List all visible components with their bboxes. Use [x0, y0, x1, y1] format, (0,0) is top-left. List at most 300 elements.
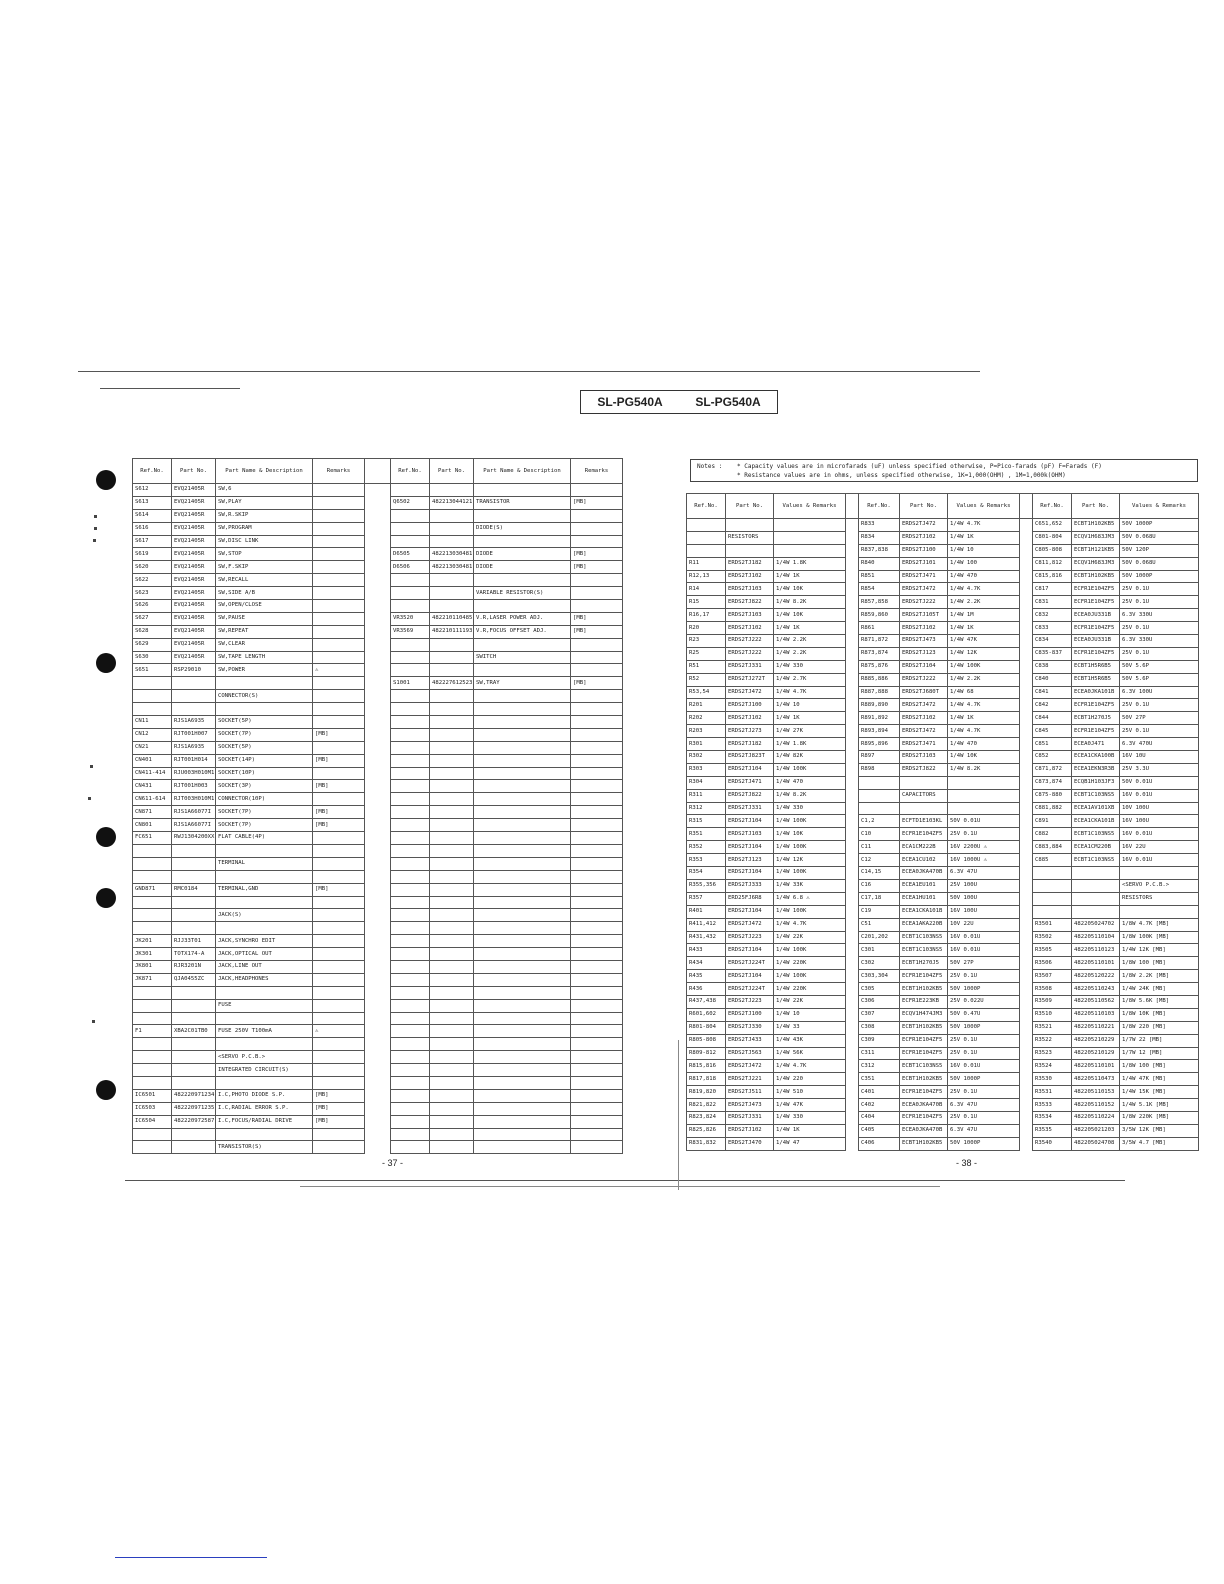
part-no: ECBT1C103NS5 [900, 931, 948, 944]
empty-cell [571, 1038, 623, 1051]
empty-cell [430, 741, 474, 754]
empty-cell [391, 999, 430, 1012]
empty-cell [474, 767, 571, 780]
values: 1/4W 43K [774, 1034, 846, 1047]
part-no: EVQ21405R [172, 535, 216, 548]
part-name: FLAT CABLE(4P) [216, 832, 313, 845]
remarks: [MB] [313, 728, 365, 741]
part-no: ERDS2TJ472 [726, 918, 774, 931]
col-remarks: Remarks [313, 459, 365, 484]
remarks [313, 703, 365, 716]
table-row [133, 870, 623, 883]
table-row [133, 703, 623, 716]
table-row [687, 635, 1199, 648]
empty-cell [571, 948, 623, 961]
part-no: ECEA0JU331B [1072, 635, 1120, 648]
ref-no: R861 [859, 622, 900, 635]
part-name [216, 677, 313, 690]
part-no [430, 574, 474, 587]
remarks: [MB] [571, 625, 623, 638]
part-name: INTEGRATED CIRCUIT(S) [216, 1064, 313, 1077]
values: 1/4W 470 [774, 776, 846, 789]
column-gap [365, 1089, 391, 1102]
values: 1/4W 10K [774, 583, 846, 596]
values: 6.3V 100U [1120, 686, 1199, 699]
part-name: SW,STOP [216, 548, 313, 561]
table-row [133, 600, 623, 613]
values: 1/4W 100K [774, 815, 846, 828]
column-gap [846, 1086, 859, 1099]
column-gap [1020, 867, 1033, 880]
empty-cell [474, 754, 571, 767]
column-gap [365, 561, 391, 574]
table-row [133, 1089, 623, 1102]
empty-cell [474, 948, 571, 961]
empty-cell [430, 896, 474, 909]
values: 1/4W 33K [774, 879, 846, 892]
empty-cell [571, 883, 623, 896]
ref-no [391, 574, 430, 587]
ref-no: S628 [133, 625, 172, 638]
ref-no: C841 [1033, 686, 1072, 699]
remarks [313, 677, 365, 690]
column-gap [846, 1047, 859, 1060]
remarks [313, 999, 365, 1012]
column-gap [846, 583, 859, 596]
margin-mark [88, 797, 91, 800]
column-gap [1020, 557, 1033, 570]
table-row [133, 948, 623, 961]
part-no: ERDS2TJ822 [726, 789, 774, 802]
empty-cell [474, 986, 571, 999]
ref-no: S630 [133, 651, 172, 664]
part-no: 482205110473 [1072, 1073, 1120, 1086]
table-row [687, 1124, 1199, 1137]
part-no: ERDS2TJ471 [726, 776, 774, 789]
ref-no: C14,15 [859, 867, 900, 880]
values: 1/4W 100K [948, 660, 1020, 673]
values: 1/4W 8.2K [774, 789, 846, 802]
empty-cell [391, 703, 430, 716]
table-row [133, 716, 623, 729]
ref-no: R809-812 [687, 1047, 726, 1060]
ref-no: R354 [687, 867, 726, 880]
table-row [133, 625, 623, 638]
ref-no: R201 [687, 699, 726, 712]
part-no: ERDS2TJ222 [726, 635, 774, 648]
part-no [430, 638, 474, 651]
part-no: ERDS2TJ103 [726, 828, 774, 841]
empty-cell [474, 1076, 571, 1089]
column-gap [846, 854, 859, 867]
values: 1/4W 33 [774, 1021, 846, 1034]
part-no: ERDS2TJ101 [900, 557, 948, 570]
part-name [216, 922, 313, 935]
values: 16V 0.01U [948, 1060, 1020, 1073]
column-gap [1020, 854, 1033, 867]
empty-cell [430, 883, 474, 896]
table-row [687, 583, 1199, 596]
empty-cell [474, 844, 571, 857]
remarks: [MB] [313, 754, 365, 767]
ref-no [133, 703, 172, 716]
values: 16V 0.01U [1120, 854, 1199, 867]
part-no [172, 703, 216, 716]
part-no: ECBT1H102KB5 [900, 983, 948, 996]
empty-cell [391, 960, 430, 973]
values: 1/4W 47 [774, 1137, 846, 1150]
part-no [726, 519, 774, 532]
column-gap [846, 635, 859, 648]
empty-cell [571, 909, 623, 922]
part-no: ERDS2TJ104 [726, 905, 774, 918]
part-no: ECFR1E104ZF5 [1072, 622, 1120, 635]
ref-no: R857,858 [859, 596, 900, 609]
values: 1/4W 220K [774, 957, 846, 970]
part-no: ERDS2TJ224T [726, 957, 774, 970]
values: 6.3V 330U [1120, 609, 1199, 622]
part-no: ERDS2TJ331 [726, 1111, 774, 1124]
values: 50V 100U [948, 892, 1020, 905]
column-gap [365, 806, 391, 819]
ref-no: C840 [1033, 673, 1072, 686]
part-no: 482205024708 [1072, 1137, 1120, 1150]
table-row [133, 986, 623, 999]
empty-cell [474, 1051, 571, 1064]
part-no [172, 870, 216, 883]
part-no: ECEA1HU101 [900, 892, 948, 905]
values: 25V 0.1U [1120, 699, 1199, 712]
values: 1/4W 100K [774, 763, 846, 776]
empty-cell [430, 819, 474, 832]
empty-cell [474, 1038, 571, 1051]
values: 1/4W 56K [774, 1047, 846, 1060]
ref-no: CN871 [133, 806, 172, 819]
column-gap [365, 522, 391, 535]
table-row [133, 1102, 623, 1115]
part-name: I.C,RADIAL ERROR S.P. [216, 1102, 313, 1115]
table-row [687, 712, 1199, 725]
ref-no: R889,890 [859, 699, 900, 712]
column-gap [365, 1115, 391, 1128]
column-gap [1020, 1060, 1033, 1073]
table-row [133, 1038, 623, 1051]
values [948, 776, 1020, 789]
empty-cell [474, 1064, 571, 1077]
ref-no: R3524 [1033, 1060, 1072, 1073]
remarks: [MB] [571, 677, 623, 690]
empty-cell [571, 1025, 623, 1038]
column-gap [846, 1034, 859, 1047]
part-name: SW,POWER [216, 664, 313, 677]
table-row [133, 1025, 623, 1038]
part-name [216, 1038, 313, 1051]
values: 1/8W 100K [MB] [1120, 931, 1199, 944]
ref-no: C834 [1033, 635, 1072, 648]
empty-cell [474, 960, 571, 973]
values: 1/4W 8.2K [774, 596, 846, 609]
ref-no: R825,826 [687, 1124, 726, 1137]
ref-no: C311 [859, 1047, 900, 1060]
part-no: ERDS2TJ470 [726, 1137, 774, 1150]
values: 1/4W 4.7K [948, 699, 1020, 712]
part-no: ECBT1C103NS5 [1072, 828, 1120, 841]
column-gap [365, 1064, 391, 1077]
ref-no: R3535 [1033, 1124, 1072, 1137]
ref-no: R303 [687, 763, 726, 776]
margin-mark [94, 515, 97, 518]
empty-cell [391, 819, 430, 832]
column-gap [365, 484, 391, 497]
table-row [133, 1076, 623, 1089]
part-no: EVQ21405R [172, 522, 216, 535]
values: 1/4W 100K [774, 867, 846, 880]
part-no: ERDS2TJ104 [726, 970, 774, 983]
empty-cell [430, 857, 474, 870]
column-gap [1020, 1137, 1033, 1150]
table-row [133, 806, 623, 819]
col-ref-no: Ref.No. [687, 494, 726, 519]
empty-cell [571, 741, 623, 754]
values: 16V 100U [948, 905, 1020, 918]
part-no [1072, 905, 1120, 918]
empty-cell [571, 986, 623, 999]
ref-no: C303,304 [859, 970, 900, 983]
empty-cell [430, 728, 474, 741]
ref-no: S612 [133, 484, 172, 497]
part-no: ECEA0J471 [1072, 738, 1120, 751]
part-no [1072, 892, 1120, 905]
part-no: ECFR1E104ZF5 [1072, 647, 1120, 660]
ref-no: CN12 [133, 728, 172, 741]
ref-no: JK301 [133, 948, 172, 961]
ref-no: C852 [1033, 751, 1072, 764]
column-gap [846, 596, 859, 609]
empty-cell [571, 935, 623, 948]
values: 25V 0.1U [948, 1047, 1020, 1060]
ref-no: C891 [1033, 815, 1072, 828]
part-no: ECEA1EKN3R3B [1072, 763, 1120, 776]
part-no: XBA2C01TB0 [172, 1025, 216, 1038]
part-no: ECQV1H474JM3 [900, 1008, 948, 1021]
ref-no: CN401 [133, 754, 172, 767]
ref-no: JK871 [133, 973, 172, 986]
values: 6.3V 47U [948, 867, 1020, 880]
table-row [687, 1021, 1199, 1034]
binder-hole-2 [96, 653, 116, 673]
part-no [172, 1051, 216, 1064]
column-gap [1020, 725, 1033, 738]
part-no: ERDS2TJ102 [726, 622, 774, 635]
values: 1/4W 68 [948, 686, 1020, 699]
remarks [313, 561, 365, 574]
column-gap [846, 673, 859, 686]
part-no: ERDS2TJ102 [726, 570, 774, 583]
table-row [687, 557, 1199, 570]
left-header-row [133, 459, 623, 484]
values: 16V 100U [1120, 815, 1199, 828]
table-row [687, 1137, 1199, 1150]
ref-no: S620 [133, 561, 172, 574]
part-no: EVQ21405R [172, 587, 216, 600]
part-no: EVQ21405R [172, 561, 216, 574]
empty-cell [474, 999, 571, 1012]
ref-no [391, 535, 430, 548]
empty-cell [391, 832, 430, 845]
ref-no [133, 909, 172, 922]
part-no: ERDS2TJ102 [900, 622, 948, 635]
ref-no: Q6502 [391, 496, 430, 509]
ref-no: C306 [859, 995, 900, 1008]
column-gap [365, 690, 391, 703]
ref-no [133, 870, 172, 883]
part-name: SW,RECALL [216, 574, 313, 587]
empty-cell [430, 973, 474, 986]
column-gap [846, 995, 859, 1008]
part-name: SOCKET(7P) [216, 728, 313, 741]
empty-cell [391, 754, 430, 767]
ref-no: C844 [1033, 712, 1072, 725]
ref-no: R821,822 [687, 1099, 726, 1112]
part-no: ERDS2TJ222 [900, 596, 948, 609]
part-name [474, 535, 571, 548]
ref-no: R871,872 [859, 635, 900, 648]
empty-cell [430, 1076, 474, 1089]
ref-no: JK801 [133, 960, 172, 973]
ref-no: R885,886 [859, 673, 900, 686]
part-no: EVQ21405R [172, 484, 216, 497]
values: 16V 0.01U [1120, 789, 1199, 802]
ref-no: R3533 [1033, 1099, 1072, 1112]
empty-cell [391, 1128, 430, 1141]
part-name: DIODE [474, 548, 571, 561]
ref-no: R25 [687, 647, 726, 660]
ref-no: C873,874 [1033, 776, 1072, 789]
part-no: ECEA1CKA101B [900, 905, 948, 918]
ref-no: C405 [859, 1124, 900, 1137]
column-gap [365, 496, 391, 509]
ref-no: S613 [133, 496, 172, 509]
values: 1/4W 47K [948, 635, 1020, 648]
values: 1/4W 22K [774, 995, 846, 1008]
column-gap [1020, 751, 1033, 764]
ref-no: R893,894 [859, 725, 900, 738]
part-no: EVQ21405R [172, 548, 216, 561]
bottom-rule-2 [300, 1186, 940, 1187]
part-no: ECBT1H102KB5 [900, 1073, 948, 1086]
table-row [687, 1086, 1199, 1099]
empty-cell [430, 922, 474, 935]
part-name [216, 1128, 313, 1141]
ref-no: R355,356 [687, 879, 726, 892]
part-no: ERDS2TJ822 [726, 596, 774, 609]
part-no: ERDS2TJ182 [726, 738, 774, 751]
ref-no: R304 [687, 776, 726, 789]
ref-no: C811,812 [1033, 557, 1072, 570]
empty-cell [391, 1102, 430, 1115]
values: 1/4W 330 [774, 1111, 846, 1124]
margin-mark [94, 527, 97, 530]
empty-cell [430, 1115, 474, 1128]
ref-no [1033, 905, 1072, 918]
values: 3/5W 4.7 [MB] [1120, 1137, 1199, 1150]
remarks [313, 922, 365, 935]
column-gap [1020, 699, 1033, 712]
part-name: SW,6 [216, 484, 313, 497]
part-name: SOCKET(5P) [216, 741, 313, 754]
ref-no: C402 [859, 1099, 900, 1112]
column-gap [846, 983, 859, 996]
ref-no: R891,892 [859, 712, 900, 725]
column-gap [846, 531, 859, 544]
remarks [313, 973, 365, 986]
remarks [313, 548, 365, 561]
part-no: ERDS2TJ273 [726, 725, 774, 738]
ref-no: R895,896 [859, 738, 900, 751]
part-no: 482205024702 [1072, 918, 1120, 931]
values: 16V 0.01U [948, 944, 1020, 957]
part-no: EVQ21405R [172, 625, 216, 638]
table-row [687, 970, 1199, 983]
column-gap [365, 767, 391, 780]
remarks [313, 1064, 365, 1077]
column-gap [1020, 686, 1033, 699]
part-name [474, 484, 571, 497]
empty-cell [474, 857, 571, 870]
ref-no: C307 [859, 1008, 900, 1021]
table-row [133, 664, 623, 677]
part-no: ECFTD1E103KL [900, 815, 948, 828]
part-no: EVQ21405R [172, 600, 216, 613]
values: 6.3V 330U [1120, 635, 1199, 648]
values: 1/4W 10K [774, 609, 846, 622]
column-gap [1020, 596, 1033, 609]
column-gap [1020, 905, 1033, 918]
column-gap [1020, 570, 1033, 583]
ref-no: C308 [859, 1021, 900, 1034]
empty-cell [430, 1012, 474, 1025]
binder-hole-4 [96, 888, 116, 908]
column-gap [846, 1021, 859, 1034]
table-row [133, 1012, 623, 1025]
ref-no: R51 [687, 660, 726, 673]
column-gap [365, 535, 391, 548]
part-no: ECEA0JKA470B [900, 867, 948, 880]
remarks: [MB] [571, 548, 623, 561]
center-fold [678, 1040, 679, 1190]
table-row [133, 1128, 623, 1141]
ref-no: R435 [687, 970, 726, 983]
part-name: JACK,OPTICAL OUT [216, 948, 313, 961]
part-no: RESISTORS [726, 531, 774, 544]
empty-cell [391, 935, 430, 948]
table-row [133, 857, 623, 870]
ref-no: R352 [687, 841, 726, 854]
empty-cell [391, 870, 430, 883]
values: 1/4W 22K [774, 931, 846, 944]
part-no: ECBT1H102KB5 [900, 1021, 948, 1034]
part-no: ECQB1H103JF3 [1072, 776, 1120, 789]
part-no: ERDS2TJ104 [726, 815, 774, 828]
right-header-row [687, 494, 1199, 519]
values: 1/4W 1M [948, 609, 1020, 622]
remarks [571, 509, 623, 522]
remarks [571, 638, 623, 651]
table-row [687, 957, 1199, 970]
part-no: ERDS2TJ472 [900, 519, 948, 532]
part-no: ERDS2TJ103 [726, 609, 774, 622]
part-no: 482205120222 [1072, 970, 1120, 983]
